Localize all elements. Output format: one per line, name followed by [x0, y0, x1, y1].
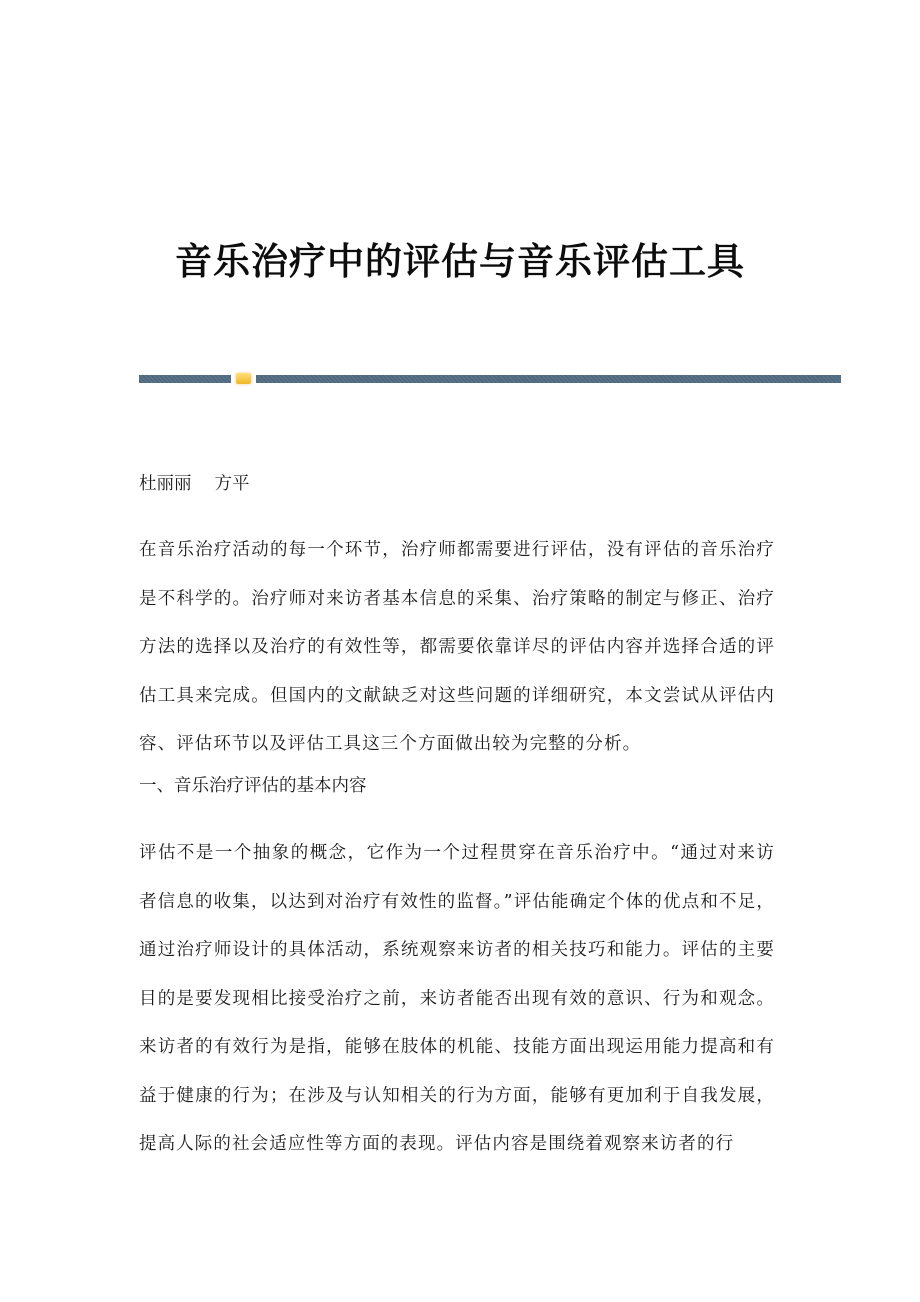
document-title: 音乐治疗中的评估与音乐评估工具	[175, 238, 745, 283]
author-line: 杜丽丽 方平	[139, 474, 250, 494]
title-divider	[139, 375, 841, 383]
intro-paragraph: 在音乐治疗活动的每一个环节，治疗师都需要进行评估，没有评估的音乐治疗是不科学的。治疗师对来访者基本信息的采集、治疗策略的制定与修正、治疗方法的选择以及治疗的有效性等，都需要依靠详尽的评估内容并选择合适的评估工具来完成。但国内的文献缺乏对这些问题的详细研究，本文尝试从评估内容、评估环节以及评估工具这三个方面做出较为完整的分析。	[139, 540, 775, 754]
divider-bar-left	[139, 375, 231, 383]
section-paragraph: 评估不是一个抽象的概念，它作为一个过程贯穿在音乐治疗中。“通过对来访者信息的收集，以达到对治疗有效性的监督。”评估能确定个体的优点和不足，通过治疗师设计的具体活动，系统观察来访者的相关技巧和能力。评估的主要目的是要发现相比接受治疗之前，来访者能否出现有效的意识、行为和观念。来访者的有效行为是指，能够在肢体的机能、技能方面出现运用能力提高和有益于健康的行为；在涉及与认知相关的行为方面，能够有更加利于自我发展，提高人际的社会适应性等方面的表现。评估内容是围绕着观察来访者的行	[139, 843, 775, 1154]
section-heading: 一、音乐治疗评估的基本内容	[139, 776, 367, 796]
gold-badge-icon	[236, 373, 251, 384]
divider-bar-right	[256, 375, 841, 383]
